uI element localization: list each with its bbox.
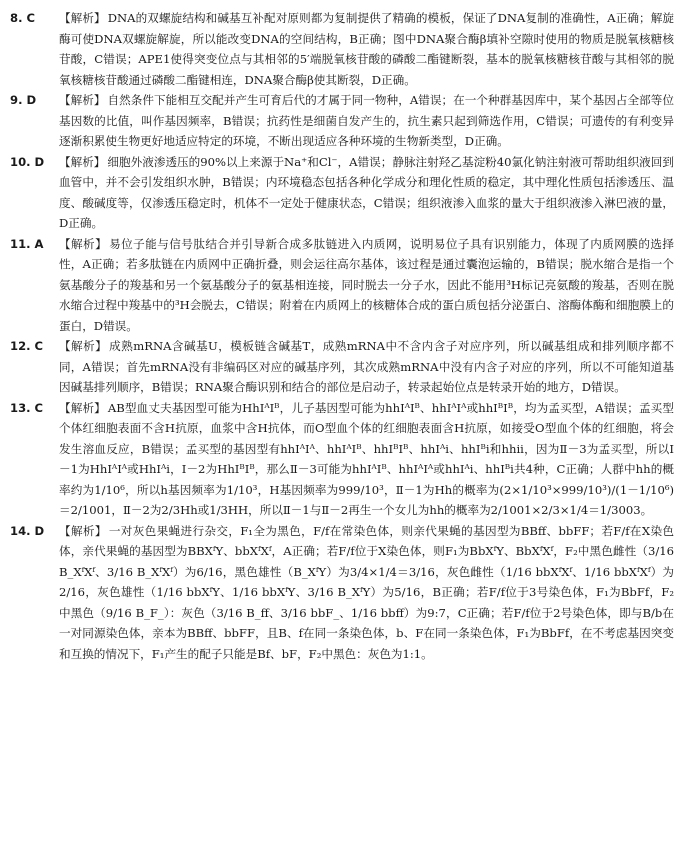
question-number — [10, 336, 59, 398]
question-number — [10, 234, 59, 337]
explanation-item-13 — [10, 398, 674, 521]
answer-letter: D — [34, 523, 45, 538]
explanation-body — [59, 90, 674, 152]
explanation-body — [59, 234, 674, 337]
explanation-body — [59, 398, 674, 521]
answer-letter: C — [26, 11, 35, 25]
explanation-item-9 — [10, 90, 674, 152]
question-number-label: 13. — [10, 400, 31, 415]
question-number-label: 8. — [10, 11, 23, 25]
question-number-label: 14. — [10, 523, 31, 538]
answer-letter: C — [34, 339, 44, 353]
explanation-body — [59, 152, 674, 234]
question-number-label: 9. — [10, 93, 23, 107]
explanation-body — [59, 8, 674, 90]
explanation-body — [59, 521, 674, 665]
answer-letter: D — [34, 154, 45, 169]
question-number-label: 12. — [10, 339, 31, 353]
question-number — [10, 90, 59, 152]
question-number-label: 11. — [10, 236, 31, 251]
analysis-tag: 【解析】 — [59, 523, 107, 538]
analysis-tag: 【解析】 — [59, 11, 106, 25]
explanation-item-10 — [10, 152, 674, 234]
analysis-tag: 【解析】 — [59, 154, 106, 169]
question-number — [10, 521, 59, 665]
explanation-item-14 — [10, 521, 674, 665]
explanation-text: DNA的双螺旋结构和碱基互补配对原则都为复制提供了精确的模板，保证了DNA复制的准确性，A正确；解旋酶可使DNA双螺旋解旋，所以能改变DNA的空间结构，B正确；图中DNA聚合酶β填补空隙时使用的物质是脱氧核糖核苷酸，C错误；APE1使得突变位点与其相邻的5′端脱氧核苷酸的磷酸二酯键断裂，基本的脱氧核糖核苷酸与其相邻的脱氧核糖核苷酸通过磷酸二酯键相连，DNA聚合酶β使其断裂，D正确。 — [59, 11, 674, 87]
analysis-tag: 【解析】 — [59, 339, 108, 353]
explanation-item-8 — [10, 8, 674, 90]
explanation-item-11 — [10, 234, 674, 337]
analysis-tag: 【解析】 — [59, 236, 108, 251]
answer-letter: A — [34, 236, 44, 251]
explanation-text: 成熟mRNA含碱基U，模板链含碱基T，成熟mRNA中不含内含子对应序列，所以碱基组成和排列顺序都不同，A错误；首先mRNA没有非编码区对应的碱基序列，其次成熟mRNA中没有内含子对应的序列，所以不可能知道基因碱基排列顺序，B错误；RNA聚合酶识别和结合的部位是启动子，转录起始位点是转录开始的地方，D错误。 — [59, 339, 674, 394]
question-number-label: 10. — [10, 154, 31, 169]
question-number — [10, 8, 59, 90]
explanation-text: 一对灰色果蝇进行杂交，F₁全为黑色，F/f在常染色体，则亲代果蝇的基因型为BBff、bbFF；若F/f在X染色体，亲代果蝇的基因型为BBXᶠY、bbXᶠXᶠ，A正确；若F/f位于X染色体，则F₁为BbXᶠY、BbXᶠXᶠ，F₂中黑色雌性（3/16 B_XᶠXᶠ、3/16 B_XᶠXᶠ）为6/16，黑色雄性（B_XᶠY）为3/4×1/4＝3/16，灰色雌性（1/16 bbXᶠXᶠ、1/16 bbXᶠXᶠ）为2/16，灰色雄性（1/16 bbXᶠY、1/16 bbXᶠY、3/16 B_XᶠY）为5/16，B正确；若F/f位于3号染色体，F₁为BbFf，F₂中黑色（9/16 B_F_）：灰色（3/16 B_ff、3/16 bbF_、1/16 bbff）为9:7，C正确；若F/f位于2号染色体，即与B/b在一对同源染色体，亲本为BBff、bbFF，且B、f在同一条染色体，b、F在同一条染色体，F₁为BbFf，在不考虑基因突变和互换的情况下，F₁产生的配子只能是Bf、bF，F₂中黑色：灰色为1:1。 — [59, 523, 674, 661]
analysis-tag: 【解析】 — [59, 400, 106, 415]
question-number — [10, 398, 59, 521]
explanation-text: 细胞外液渗透压的90%以上来源于Na⁺和Cl⁻，A错误；静脉注射羟乙基淀粉40氯化钠注射液可帮助组织液回到血管中，并不会引发组织水肿，B错误；内环境稳态包括各种化学成分和理化性质的稳定，其中理化性质包括渗透压、温度、酸碱度等，仅渗透压稳定时，机体不一定处于健康状态，C错误；组织液渗入血浆的量大于组织液渗入淋巴液的量，D正确。 — [59, 154, 674, 230]
analysis-tag: 【解析】 — [59, 93, 106, 107]
explanation-text: AB型血丈夫基因型可能为HhIᴬIᴮ，儿子基因型可能为hhIᴬIᴮ、hhIᴬIᴬ或hhIᴮIᴮ，均为孟买型，A错误；孟买型个体红细胞表面不含H抗原，血浆中含H抗体，而O型血个体的红细胞表面含H抗原，如接受O型血个体的红细胞，将会发生溶血反应，B错误；孟买型的基因型有hhIᴬIᴬ、hhIᴬIᴮ、hhIᴮIᴮ、hhIᴬi、hhIᴮi和hhii，因为Ⅱ－3为孟买型，所以Ⅰ－1为HhIᴬIᴬ或HhIᴬi，Ⅰ－2为HhIᴮIᴮ，那么Ⅱ－3可能为hhIᴬIᴮ、hhIᴬIᴬ或hhIᴬi、hhIᴮi共4种，C正确；人群中hh的概率约为1/10⁶，所以h基因频率为1/10³，H基因频率为999/10³，Ⅱ－1为Hh的概率为(2×1/10³×999/10³)/(1－1/10⁶)＝2/1001，Ⅱ－2为2/3Hh或1/3HH，所以Ⅱ－1与Ⅱ－2再生一个女儿为hh的概率为2/1001×2/3×1/4＝1/3003。 — [59, 400, 674, 517]
explanation-text: 易位子能与信号肽结合并引导新合成多肽链进入内质网，说明易位子具有识别能力，体现了内质网膜的选择性，A正确；若多肽链在内质网中正确折叠，则会运往高尔基体，该过程是通过囊泡运输的，B错误；脱水缩合是指一个氨基酸分子的羧基和另一个氨基酸分子的氨基相连接，同时脱去一分子水，因此不能用³H标记亮氨酸的羧基，否则在脱水缩合过程中羧基中的³H会脱去，C错误；附着在内质网上的核糖体合成的蛋白质包括分泌蛋白、溶酶体酶和细胞膜上的蛋白，D错误。 — [59, 236, 674, 333]
explanation-item-12 — [10, 336, 674, 398]
explanation-text: 自然条件下能相互交配并产生可育后代的才属于同一物种，A错误；在一个种群基因库中，某个基因占全部等位基因数的比值，叫作基因频率，B错误；抗药性是细菌自发产生的，抗生素只起到筛选作用，C错误；可遗传的有利变异逐渐积累使生物更好地适应特定的环境，不断出现适应各种环境的生物新类型，D正确。 — [59, 93, 674, 148]
question-number — [10, 152, 59, 234]
explanation-body — [59, 336, 674, 398]
answer-letter: D — [26, 93, 37, 107]
answer-letter: C — [34, 400, 44, 415]
